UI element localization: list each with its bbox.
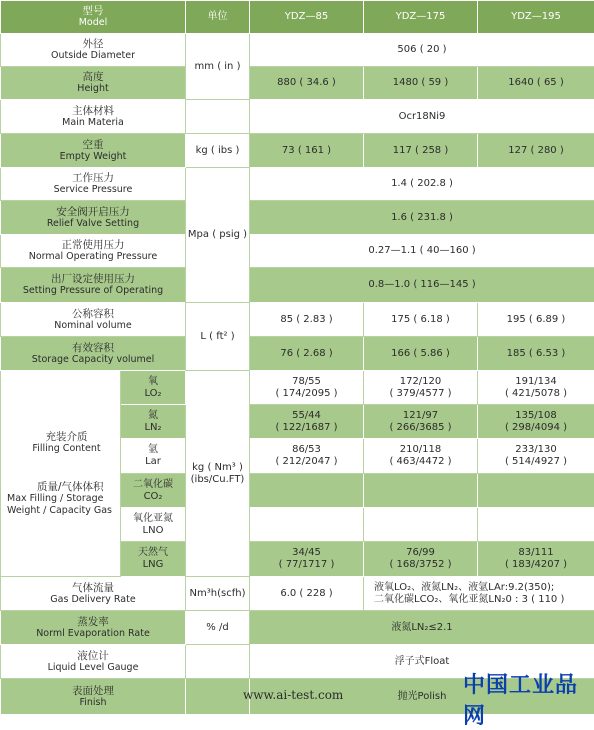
value-cell: 880 ( 34.6 ) [250, 67, 364, 100]
value-cell: 1640 ( 65 ) [478, 67, 594, 100]
label-cn: 安全阀开启压力 [1, 206, 185, 218]
watermark-text: www.ai-test.com [243, 688, 343, 702]
value-cell: 175 ( 6.18 ) [364, 303, 478, 337]
row-normal-pressure [1, 235, 594, 268]
value-empty [478, 474, 594, 508]
site-logo: 中国工业品网 [463, 668, 594, 730]
label-en: Storage Capacity volumel [1, 354, 185, 366]
unit-nm3h: Nm³h(scfh) [186, 577, 250, 611]
value-line-a: 210/118 [364, 444, 477, 456]
value-line-b: ( 212/2047 ) [250, 456, 363, 468]
value-relief: 1.6 ( 231.8 ) [250, 201, 594, 235]
value-empty [250, 474, 364, 508]
model-header-cn: 型号 [1, 5, 185, 17]
value-cell: 85 ( 2.83 ) [250, 303, 364, 337]
value-line-b: ( 463/4472 ) [364, 456, 477, 468]
row-relief-valve [1, 201, 594, 235]
gas-cn: 氧化亚氮 [121, 513, 185, 525]
value-line-b: ( 77/1717 ) [250, 559, 363, 571]
unit-mm: mm ( in ) [186, 34, 250, 100]
value-line-b: ( 421/5078 ) [478, 388, 594, 400]
row-gas-lo2 [1, 371, 594, 405]
label-cn: 空重 [1, 139, 185, 151]
value-empty [250, 508, 364, 542]
label-en: Finish [1, 697, 185, 709]
gas-cn: 二氧化碳 [121, 479, 185, 491]
value-normal: 0.27—1.1 ( 40—160 ) [250, 235, 594, 268]
value-cell: 1480 ( 59 ) [364, 67, 478, 100]
label-cn: 公称容积 [1, 308, 185, 320]
unit-empty [186, 645, 250, 679]
label-en: Service Pressure [1, 184, 185, 196]
label-en: Main Materia [1, 117, 185, 129]
value-cell: 166 ( 5.86 ) [364, 337, 478, 371]
value-evap: 液氮LN₂≤2.1 [250, 611, 594, 645]
row-gas-delivery [1, 577, 594, 611]
label-cn: 表面处理 [1, 685, 185, 697]
label-en: Relief Valve Setting [1, 218, 185, 230]
value-line-a: 121/97 [364, 410, 477, 422]
gas-en: LNG [121, 559, 185, 571]
value-line-b: ( 122/1687 ) [250, 422, 363, 434]
value-cell: 73 ( 161 ) [250, 134, 364, 168]
value-line-b: ( 168/3752 ) [364, 559, 477, 571]
value-gauge: 浮子式Float [250, 645, 594, 679]
value-line-b: ( 514/4927 ) [478, 456, 594, 468]
label-en: Nominal volume [1, 320, 185, 332]
label-en: Norml Evaporation Rate [1, 628, 185, 640]
value-line-a: 86/53 [250, 444, 363, 456]
gas-cn: 氩 [121, 444, 185, 456]
label-cn: 工作压力 [1, 172, 185, 184]
unit-line-b: (ibs/Cu.FT) [186, 474, 249, 486]
label-cn: 正常使用压力 [1, 239, 185, 251]
label-en: Outside Diameter [1, 50, 185, 62]
value-line-b: ( 174/2095 ) [250, 388, 363, 400]
value-line-b: ( 266/3685 ) [364, 422, 477, 434]
delivery-line-b: 二氧化碳LCO₂、氧化亚氮LN₂0 : 3 ( 110 ) [374, 594, 594, 606]
label-en: Liquid Level Gauge [1, 662, 185, 674]
unit-kg: kg ( ibs ) [186, 134, 250, 168]
filling-en: Filling Content [7, 443, 121, 455]
row-setting-pressure [1, 268, 594, 303]
value-empty [364, 508, 478, 542]
value-line-b: ( 379/4577 ) [364, 388, 477, 400]
unit-empty [186, 679, 250, 715]
value-cell: 117 ( 258 ) [364, 134, 478, 168]
label-cn: 高度 [1, 71, 185, 83]
value-line-a: 83/111 [478, 547, 594, 559]
label-cn: 液位计 [1, 650, 185, 662]
unit-kg-nm3 [186, 371, 250, 577]
value-cell: 195 ( 6.89 ) [478, 303, 594, 337]
delivery-line-a: 液氧LO₂、液氮LN₂、液氩LAr:9.2(350); [374, 582, 594, 594]
value-setting: 0.8—1.0 ( 116—145 ) [250, 268, 594, 303]
filling-label [1, 371, 121, 577]
value-cell: 6.0 ( 228 ) [250, 577, 364, 611]
gas-en: CO₂ [121, 491, 185, 503]
gas-cn: 天然气 [121, 547, 185, 559]
maxfill-en-b: Weight / Capacity Gas [7, 505, 120, 517]
unit-mpa: Mpa ( psig ) [186, 168, 250, 303]
label-en: Height [1, 83, 185, 95]
value-line-b: ( 298/4094 ) [478, 422, 594, 434]
value-material: Ocr18Ni9 [250, 100, 594, 134]
value-outside: 506 ( 20 ) [250, 34, 594, 67]
unit-empty [186, 100, 250, 134]
gas-en: LO₂ [121, 388, 185, 400]
value-line-b: ( 183/4207 ) [478, 559, 594, 571]
unit-liter: L ( ft² ) [186, 303, 250, 371]
col-ydz85: YDZ—85 [250, 1, 364, 34]
maxfill-cn: 质量/气体体积 [7, 481, 120, 493]
value-line-a: 135/108 [478, 410, 594, 422]
gas-cn: 氧 [121, 376, 185, 388]
value-finish: 抛光Polish [250, 679, 594, 715]
label-en: Empty Weight [1, 151, 185, 163]
filling-cn: 充装介质 [7, 431, 121, 443]
row-service-pressure [1, 168, 594, 201]
row-storage-capacity [1, 337, 594, 371]
gas-en: LNO [121, 525, 185, 537]
gas-cn: 氮 [121, 410, 185, 422]
label-en: Normal Operating Pressure [1, 251, 185, 263]
col-ydz195: YDZ—195 [478, 1, 594, 34]
value-line-a: 233/130 [478, 444, 594, 456]
row-evaporation [1, 611, 594, 645]
maxfill-en-a: Max Filling / Storage [7, 493, 120, 505]
label-cn: 蒸发率 [1, 616, 185, 628]
row-empty-weight [1, 134, 594, 168]
model-header-en: Model [1, 17, 185, 29]
unit-percent: % /d [186, 611, 250, 645]
row-material [1, 100, 594, 134]
value-empty [478, 508, 594, 542]
value-line-a: 55/44 [250, 410, 363, 422]
label-en: Setting Pressure of Operating [1, 285, 185, 297]
label-cn: 有效容积 [1, 342, 185, 354]
gas-en: LN₂ [121, 422, 185, 434]
header-row [1, 1, 594, 34]
value-cell: 127 ( 280 ) [478, 134, 594, 168]
unit-line-a: kg ( Nm³ ) [186, 462, 249, 474]
unit-header: 单位 [186, 1, 250, 34]
label-cn: 主体材料 [1, 105, 185, 117]
value-service: 1.4 ( 202.8 ) [250, 168, 594, 201]
label-cn: 外径 [1, 38, 185, 50]
row-nominal-volume [1, 303, 594, 337]
col-ydz175: YDZ—175 [364, 1, 478, 34]
gas-en: Lar [121, 456, 185, 468]
value-line-a: 76/99 [364, 547, 477, 559]
value-line-a: 34/45 [250, 547, 363, 559]
row-height [1, 67, 594, 100]
label-cn: 气体流量 [1, 582, 185, 594]
row-outside-diameter [1, 34, 594, 67]
value-cell: 76 ( 2.68 ) [250, 337, 364, 371]
value-line-a: 191/134 [478, 376, 594, 388]
value-line-a: 172/120 [364, 376, 477, 388]
value-cell: 185 ( 6.53 ) [478, 337, 594, 371]
value-empty [364, 474, 478, 508]
value-line-a: 78/55 [250, 376, 363, 388]
label-cn: 出厂设定使用压力 [1, 273, 185, 285]
label-en: Gas Delivery Rate [1, 594, 185, 606]
